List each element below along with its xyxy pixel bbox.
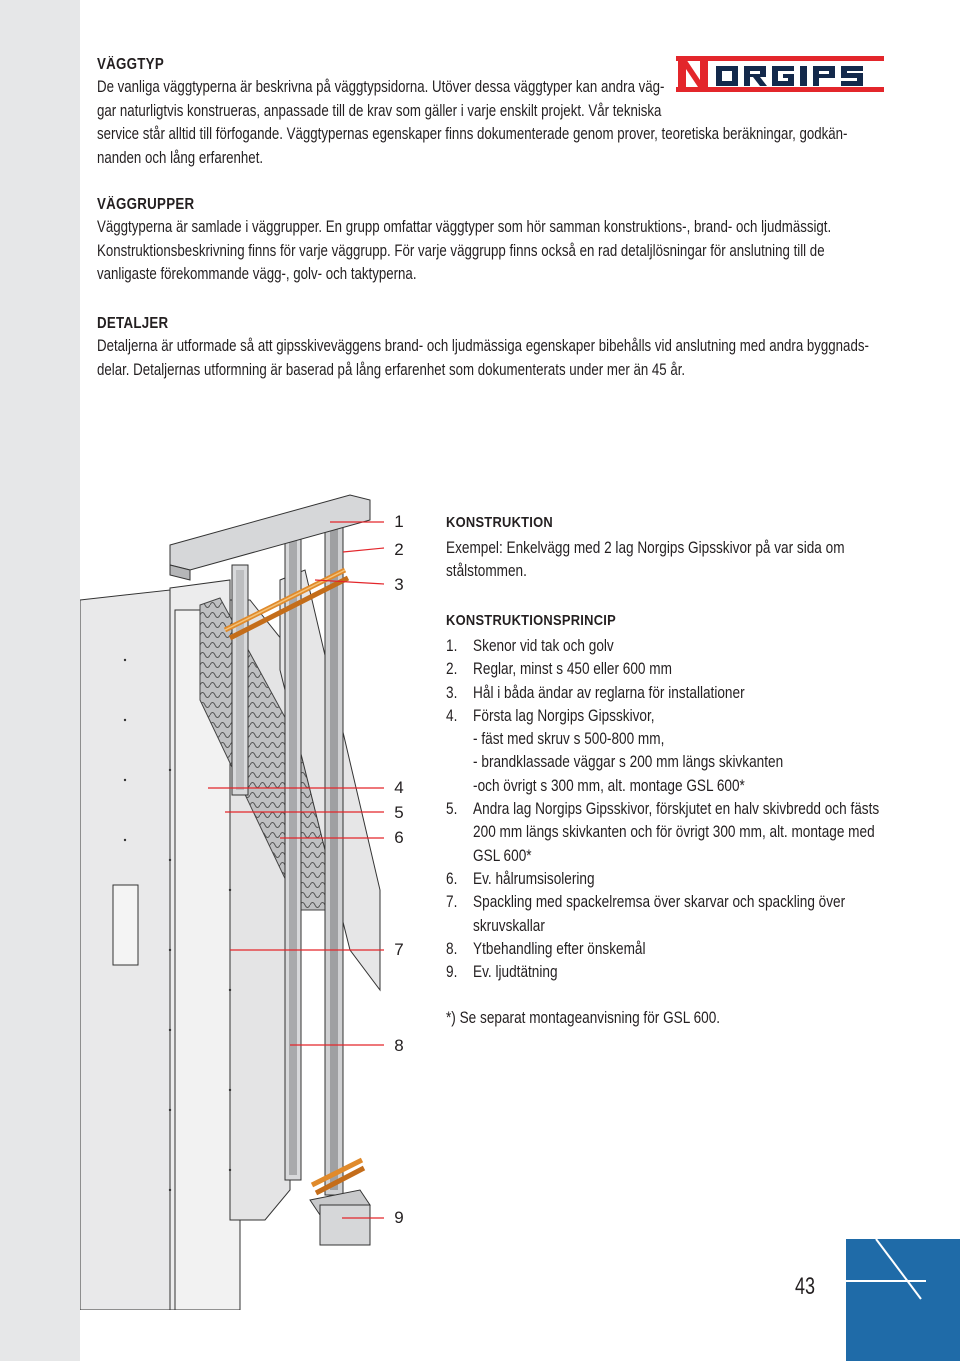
callout-label: 4 (394, 778, 404, 797)
list-item (446, 797, 938, 820)
callout-2 (384, 538, 414, 562)
section-body (446, 536, 938, 583)
section-body (97, 75, 897, 169)
body-line: De vanliga väggtyperna är beskrivna på väggtypsidorna. Utöver dessa väggtyper kan andra väg- (97, 77, 665, 96)
body-line-text: Exempel: Enkelvägg med 2 lag Norgips Gipsskivor på var sida om (446, 538, 845, 557)
step-number: 2. (446, 659, 458, 679)
step-text: Ev. ljudtätning (473, 962, 558, 982)
list-item (446, 867, 938, 890)
callout-label: 2 (394, 540, 404, 559)
callout-6 (384, 826, 414, 850)
step-text: Första lag Norgips Gipsskivor, (473, 705, 655, 725)
list-item (446, 704, 938, 727)
body-line: delar. Detaljernas utformning är baserad på lång erfarenhet som dokumenterats under mer än 45 år. (97, 359, 686, 379)
step-text: GSL 600* (473, 845, 532, 865)
section-vaggrupper (97, 195, 897, 286)
corner-decoration (846, 1239, 960, 1361)
list-item (446, 820, 938, 843)
list-item (446, 914, 938, 937)
footnote-text: *) Se separat montageanvisning för GSL 600. (446, 1008, 721, 1028)
list-item (446, 937, 938, 960)
section-heading: VÄGGRUPPER (97, 196, 195, 213)
step-number: 7. (446, 892, 458, 912)
body-line (446, 559, 938, 582)
list-item (446, 890, 938, 913)
body-line: nanden och lång erfarenhet. (97, 147, 264, 167)
section-heading: VÄGGTYP (97, 56, 164, 73)
step-text: -och övrigt s 300 mm, alt. montage GSL 600* (473, 775, 745, 795)
page-margin-bar (0, 0, 80, 1361)
step-number: 4. (446, 705, 458, 725)
section-heading: KONSTRUKTION (446, 514, 554, 531)
body-line: vanligaste förekommande vägg-, golv- och taktyperna. (97, 264, 417, 283)
step-text: 200 mm längs skivkanten och för övrigt 300 mm, alt. montage med (473, 822, 875, 842)
step-list (446, 634, 938, 1030)
callout-5 (384, 801, 414, 825)
step-text: Hål i båda ändar av reglarna för installationer (473, 682, 745, 702)
corner-graphic (846, 1239, 960, 1361)
step-number: 6. (446, 868, 458, 888)
body-line: Konstruktionsbeskrivning finns för varje väggrupp. För varje väggrupp finns också en rad detaljlösningar för anslutning till de (97, 240, 825, 260)
list-item (446, 657, 938, 680)
step-number: 3. (446, 682, 458, 702)
page-number: 43 (795, 1273, 816, 1300)
section-heading: KONSTRUKTIONSPRINCIP (446, 612, 617, 629)
step-text: - brandklassade väggar s 200 mm längs skivkanten (473, 752, 784, 772)
step-number: 1. (446, 636, 458, 655)
section-konstruktion (446, 513, 916, 583)
section-body (97, 334, 897, 381)
callout-4 (384, 776, 414, 800)
section-detaljer (97, 314, 897, 381)
step-number: 5. (446, 799, 458, 819)
list-item (446, 727, 938, 750)
step-text: Skenor vid tak och golv (473, 636, 614, 655)
step-text: - fäst med skruv s 500-800 mm, (473, 729, 665, 749)
callout-label: 3 (394, 575, 404, 594)
callout-3 (384, 573, 414, 597)
list-item (446, 750, 938, 773)
body-line-text: stålstommen. (446, 561, 527, 581)
step-text: skruvskallar (473, 915, 545, 935)
list-item (446, 844, 938, 867)
callout-label: 7 (394, 940, 404, 959)
step-text: Ev. hålrumsisolering (473, 868, 595, 888)
step-number: 9. (446, 962, 458, 982)
list-item (446, 681, 938, 704)
section-vaggtyp (97, 55, 897, 169)
body-line: gar naturligtvis konstrueras, anpassade till de krav som gäller i varje enskilt projekt. Vår tekniska (97, 100, 662, 120)
body-line: Detaljerna är utformade så att gipsskiveväggens brand- och ljudmässiga egenskaper bibehålls vid anslutning med andra byggnads- (97, 336, 869, 355)
section-heading: DETALJER (97, 315, 169, 332)
step-text: Ytbehandling efter önskemål (473, 938, 646, 958)
body-line: service står alltid till förfogande. Väggtypernas egenskaper finns dokumenterade genom prover, teoretiska beräkningar, godkän- (97, 124, 848, 143)
step-text: Andra lag Norgips Gipsskivor, förskjutet en halv skivbredd och fästs (473, 799, 880, 819)
step-number: 8. (446, 938, 458, 958)
body-line (446, 536, 938, 559)
callout-label: 8 (394, 1036, 404, 1055)
list-item (446, 634, 938, 657)
body-line: Väggtyperna är samlade i väggrupper. En grupp omfattar väggtyper som hör samman konstruktions-, brand- och ljudmässigt. (97, 217, 832, 236)
section-konstruktionsprincip (446, 611, 916, 1030)
step-text: Spackling med spackelremsa över skarvar och spackling över (473, 892, 846, 912)
list-item (446, 960, 938, 983)
section-body (97, 215, 897, 286)
callout-9 (384, 1206, 414, 1230)
footnote (446, 1006, 938, 1029)
callout-7 (384, 938, 414, 962)
list-item (446, 774, 938, 797)
callout-label: 6 (394, 828, 404, 847)
callout-1 (384, 510, 414, 534)
step-text: Reglar, minst s 450 eller 600 mm (473, 659, 672, 679)
callout-label: 5 (394, 803, 404, 822)
callout-label: 1 (394, 512, 404, 531)
callout-label: 9 (394, 1208, 404, 1227)
callout-8 (384, 1034, 414, 1058)
